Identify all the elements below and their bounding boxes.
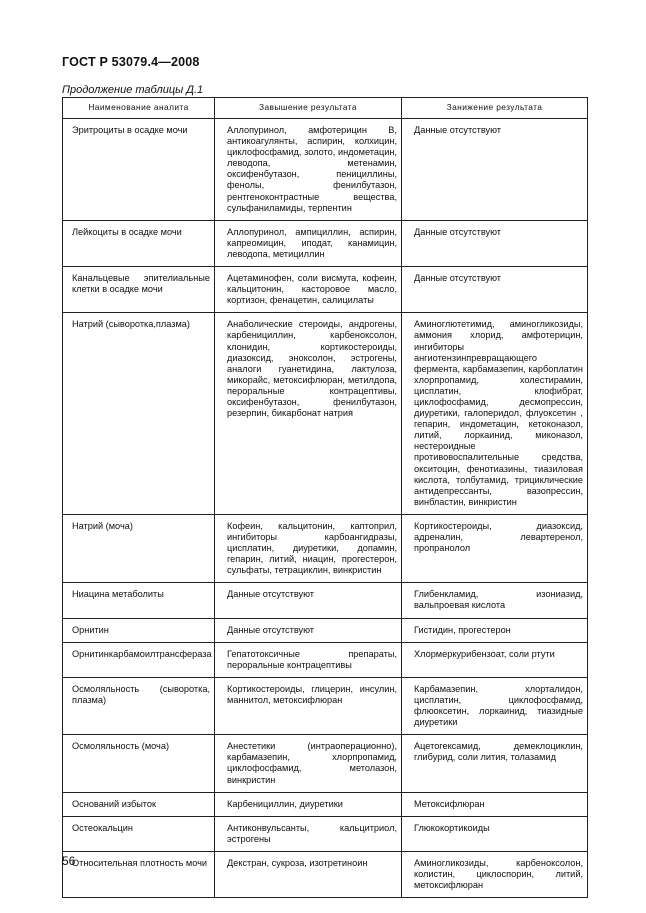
column-header-analyte: Наименование аналита <box>63 98 215 119</box>
increase-cell: Антиконвульсанты, кальцитриол, эстрогены <box>215 816 402 851</box>
increase-cell: Данные отсутствуют <box>215 618 402 642</box>
table-row <box>63 642 588 677</box>
analyte-cell: Осмоляльность (моча) <box>63 735 215 792</box>
increase-cell: Ацетаминофен, соли висмута, кофеин, кальцитонин, касторовое масло, кортизон, фенацетин, салицилаты <box>215 267 402 313</box>
decrease-cell: Глибенкламид, изониазид, вальпроевая кислота <box>402 583 588 618</box>
decrease-cell: Аминогликозиды, карбеноксолон, колистин, циклоспорин, литий, метоксифлюран <box>402 851 588 897</box>
decrease-cell: Данные отсутствуют <box>402 220 588 266</box>
analyte-cell: Эритроциты в осадке мочи <box>63 119 215 221</box>
table-row <box>63 735 588 792</box>
column-header-increase: Завышение результата <box>215 98 402 119</box>
document-header: ГОСТ Р 53079.4—2008 <box>62 55 200 69</box>
table-row <box>63 792 588 816</box>
table-caption: Продолжение таблицы Д.1 <box>62 84 204 96</box>
interference-table <box>62 97 588 898</box>
table-row <box>63 267 588 313</box>
table-row <box>63 514 588 582</box>
table-body <box>63 119 588 898</box>
analyte-cell: Относительная плотность мочи <box>63 851 215 897</box>
table-row <box>63 851 588 897</box>
table-row <box>63 220 588 266</box>
decrease-cell: Метоксифлюран <box>402 792 588 816</box>
table-row <box>63 816 588 851</box>
table-row <box>63 583 588 618</box>
table-row <box>63 119 588 221</box>
decrease-cell: Гистидин, прогестерон <box>402 618 588 642</box>
decrease-cell: Данные отсутствуют <box>402 119 588 221</box>
table-row <box>63 313 588 515</box>
analyte-cell: Остеокальцин <box>63 816 215 851</box>
increase-cell: Аллопуринол, амфотерицин В, антикоагулянты, аспирин, колхицин, циклофосфамид, золото, индометацин, леводопа, метенамин, оксифенбутазон, пенициллины, фенолы, фенилбутазон, рентгеноконтрастные вещества, сульфаниламиды, терпентин <box>215 119 402 221</box>
analyte-cell: Натрий (сыворотка,плазма) <box>63 313 215 515</box>
increase-cell: Декстран, сукроза, изотретиноин <box>215 851 402 897</box>
increase-cell: Анестетики (интраоперационно), карбамазепин, хлорпропамид, циклофосфамид, метолазон, винкристин <box>215 735 402 792</box>
increase-cell: Кортикостероиды, глицерин, инсулин, маннитол, метоксифлюран <box>215 677 402 734</box>
analyte-cell: Орнитинкарбамоилтрансфераза <box>63 642 215 677</box>
decrease-cell: Ацетогексамид, демеклоциклин, глибурид, соли лития, толазамид <box>402 735 588 792</box>
decrease-cell: Карбамазепин, хлорталидон, цисплатин, циклофосфамид, флюоксетин, лоркаинид, тиазидные диуретики <box>402 677 588 734</box>
analyte-cell: Осмоляльность (сыворотка, плазма) <box>63 677 215 734</box>
increase-cell: Данные отсутствуют <box>215 583 402 618</box>
increase-cell: Аллопуринол, ампициллин, аспирин, капреомицин, иподат, канамицин, леводопа, метициллин <box>215 220 402 266</box>
increase-cell: Карбенициллин, диуретики <box>215 792 402 816</box>
analyte-cell: Натрий (моча) <box>63 514 215 582</box>
decrease-cell: Хлормеркурибензоат, соли ртути <box>402 642 588 677</box>
table-row <box>63 618 588 642</box>
decrease-cell: Данные отсутствуют <box>402 267 588 313</box>
analyte-cell: Ниацина метаболиты <box>63 583 215 618</box>
decrease-cell: Глюкокортикоиды <box>402 816 588 851</box>
table-header-row <box>63 98 588 119</box>
page-number: 56 <box>62 854 76 868</box>
table-row <box>63 677 588 734</box>
increase-cell: Анаболические стероиды, андрогены, карбенициллин, карбеноксолон, клонидин, кортикостероиды, диазоксид, эноксолон, эстрогены, аналоги гуанетидина, лактулоза, микорайс, метоксифлюран, метилдопа, пероральные контрацептивы, оксифенбутазон, фенилбутазон, резерпин, бикарбонат натрия <box>215 313 402 515</box>
analyte-cell: Канальцевые эпителиальные клетки в осадке мочи <box>63 267 215 313</box>
increase-cell: Гепатотоксичные препараты, пероральные контрацептивы <box>215 642 402 677</box>
analyte-cell: Орнитин <box>63 618 215 642</box>
increase-cell: Кофеин, кальцитонин, каптоприл, ингибиторы карбоангидразы, цисплатин, диуретики, допамин, гепарин, литий, ниацин, прогестерон, сульфаты, тетрациклин, винкристин <box>215 514 402 582</box>
column-header-decrease: Занижение результата <box>402 98 588 119</box>
decrease-cell: Аминоглютетимид, аминогликозиды, аммония хлорид, амфотерицин, ингибиторы ангиотензинпревращающего фермента, карбамазепин, карбоплатин хлорпропамид, холестирамин, цисплатин, клофибрат, циклофосфамид, десмопрессин, диуретики, галоперидол, флуоксетин , гепарин, индометацин, кетоконазол, литий, лоркаинид, миконазол, нестероидные противовоспалительные средства, окситоцин, фенотиазины, тиазиловая кислота, толбутамид, трициклические антидепрессанты, вазопрессин, винбластин, винкристин <box>402 313 588 515</box>
analyte-cell: Лейкоциты в осадке мочи <box>63 220 215 266</box>
analyte-cell: Оснований избыток <box>63 792 215 816</box>
decrease-cell: Кортикостероиды, диазоксид, адреналин, левартеренол, пропранолол <box>402 514 588 582</box>
